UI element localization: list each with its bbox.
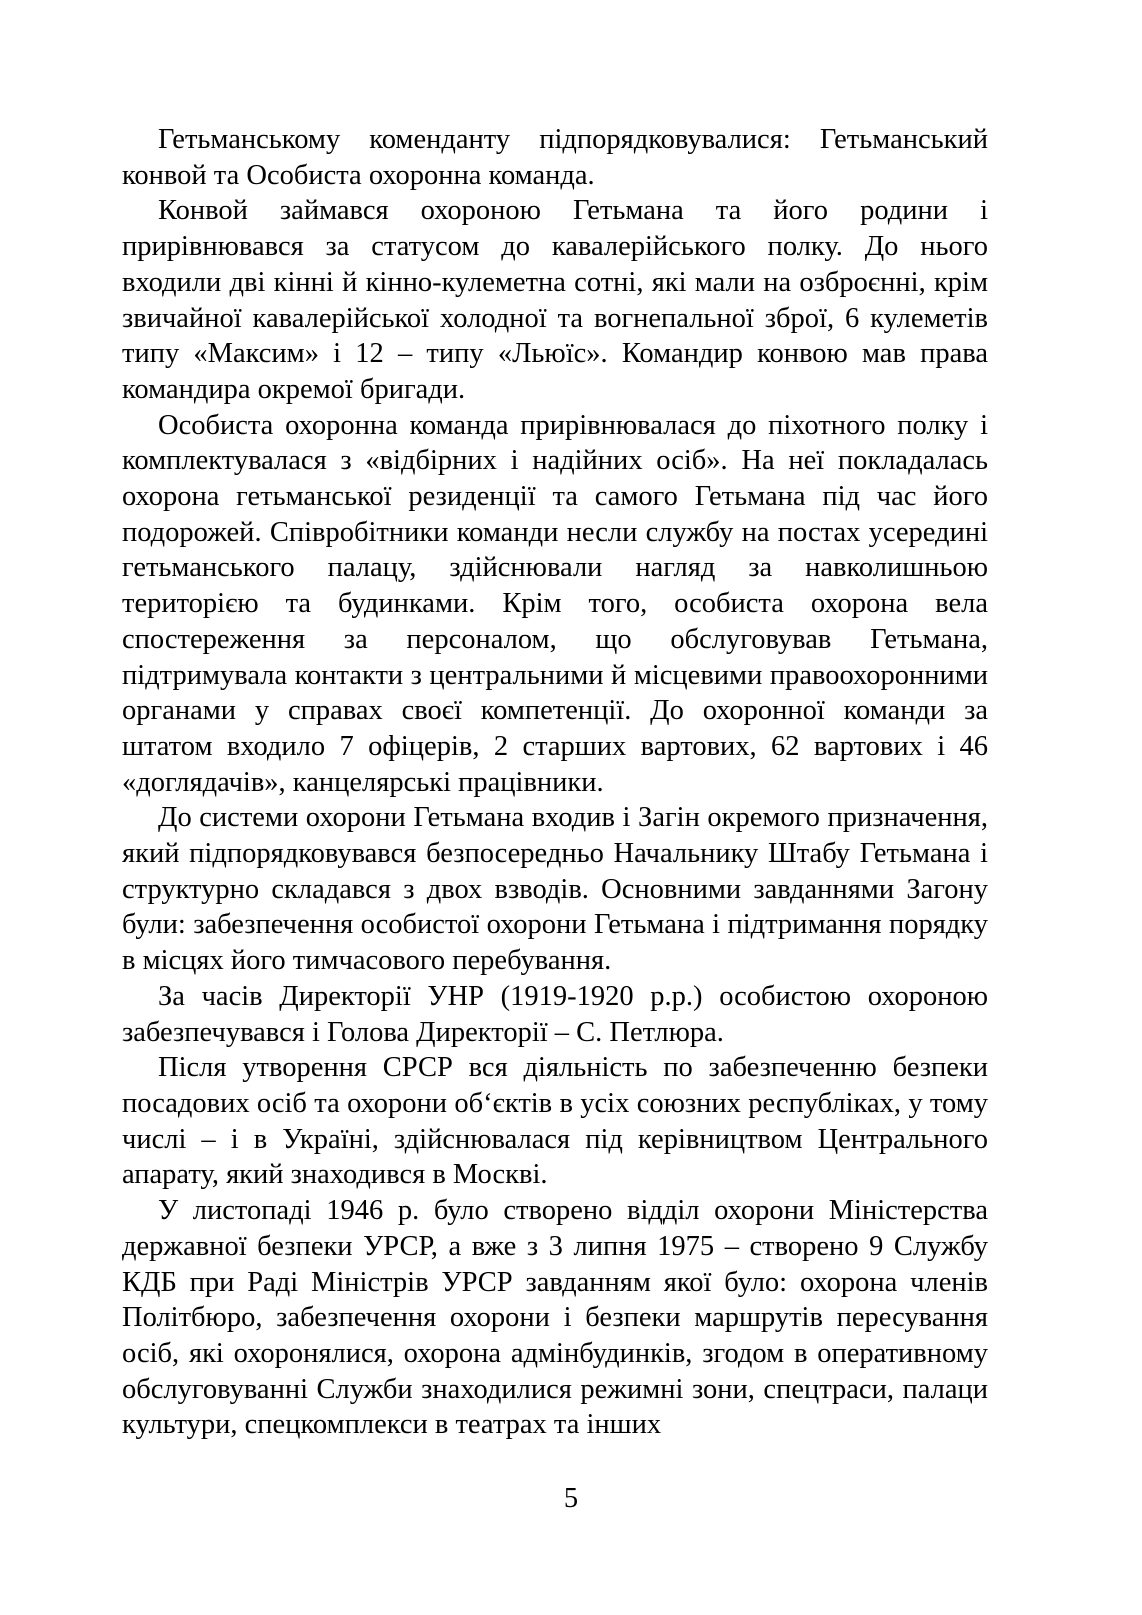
paragraph-special-detachment: До системи охорони Гетьмана входив і Загін окремого призначення, який підпорядковувався безпосередньо Начальнику Штабу Гетьмана і структурно складався з двох взводів. Основними завданнями Загону були: забезпечення особистої охорони Гетьмана і підтримання порядку в місцях його тимчасового перебування. bbox=[122, 802, 988, 977]
paragraph-directory: За часів Директорії УНР (1919-1920 р.р.) особистою охороною забезпечувався і Голова Директорії – С. Петлюра. bbox=[122, 980, 988, 1048]
body-text bbox=[122, 122, 988, 1443]
paragraph-convoy: Конвой займався охороною Гетьмана та його родини і прирівнювався за статусом до кавалерійського полку. До нього входили дві кінні й кінно-кулеметна сотні, які мали на озброєнні, крім звичайної кавалерійської холодної та вогнепальної зброї, 6 кулеметів типу «Максим» і 12 – типу «Льюїс». Командир конвою мав права командира окремої бригади. bbox=[122, 195, 988, 405]
paragraph-guard-team: Особиста охоронна команда прирівнювалася до піхотного полку і комплектувалася з «відбірних і надійних осіб». На неї покладалась охорона гетьманської резиденції та самого Гетьмана під час його подорожей. Співробітники команди несли службу на постах усередині гетьманського палацу, здійснювали нагляд за навколишньою територією та будинками. Крім того, особиста охорона вела спостереження за персоналом, що обслуговував Гетьмана, підтримувала контакти з центральними й місцевими правоохоронними органами у справах своєї компетенції. До охоронної команди за штатом входило 7 офіцерів, 2 старших вартових, 62 вартових і 46 «доглядачів», канцелярські працівники. bbox=[122, 409, 988, 798]
paragraph-commandant: Гетьманському коменданту підпорядковувалися: Гетьманський конвой та Особиста охоронна команда. bbox=[122, 124, 988, 191]
paragraph-ussr: Після утворення СРСР вся діяльність по забезпеченню безпеки посадових осіб та охорони об‘єктів в усіх союзних республіках, у тому числі – і в Україні, здійснювалася під керівництвом Центрального апарату, який знаходився в Москві. bbox=[122, 1052, 988, 1191]
paragraph-1946: У листопаді 1946 р. було створено відділ охорони Міністерства державної безпеки УРСР, а вже з 3 липня 1975 – створено 9 Службу КДБ при Раді Міністрів УРСР завданням якої було: охорона членів Політбюро, забезпечення охорони і безпеки маршрутів пересування осіб, які охоронялися, охорона адмінбудинків, згодом в оперативному обслуговуванні Служби знаходилися режимні зони, спецтраси, палаци культури, спецкомплекси в театрах та інших bbox=[122, 1195, 988, 1441]
page-number: 5 bbox=[563, 1483, 579, 1514]
